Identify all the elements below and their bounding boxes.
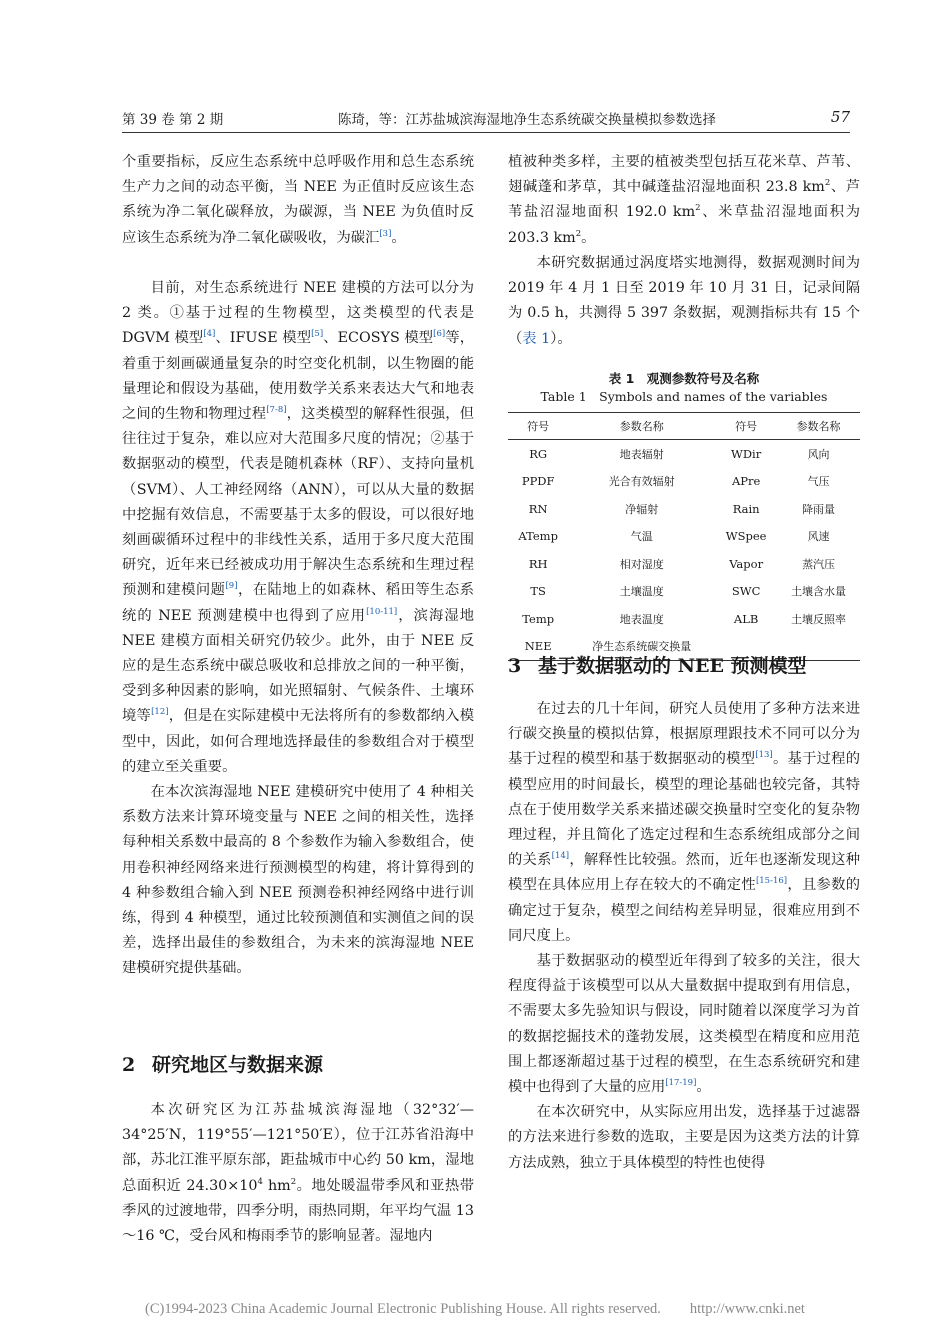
symbol-cell: WDir: [731, 446, 762, 461]
param-name-cell: 降雨量: [802, 502, 836, 516]
citation-15-16[interactable]: [15-16]: [755, 876, 788, 887]
table-row: [508, 523, 860, 551]
param-name-cell: 地表温度: [619, 612, 664, 626]
symbol-cell: RH: [528, 556, 548, 571]
symbol-cell: Rain: [732, 501, 760, 516]
symbol-cell: RN: [528, 501, 548, 516]
table-header-cell: 符号: [715, 413, 777, 440]
section-2-heading: 2 研究地区与数据来源: [122, 1054, 324, 1076]
paragraph-filter-method: 在本次研究中，从实际应用出发，选择基于过滤器的方法来进行参数的选取，主要是因为这类方法的计算方法成熟，独立于具体模型的特性也使得: [508, 1104, 860, 1171]
symbol-cell: PPDF: [521, 474, 555, 489]
param-name-cell: 风向: [807, 447, 830, 461]
paragraph-data-source: 本研究数据通过涡度塔实地测得，数据观测时间为 2019 年 4 月 1 日至 2019 年 10 月 31 日，记录间隔为 0.5 h，共测得 5 397 条数据，观测指标共有 15 个（表 1）。: [508, 255, 860, 347]
section-3-heading: 3 基于数据驱动的 NEE 预测模型: [508, 655, 807, 677]
symbol-cell: Vapor: [729, 556, 764, 571]
param-name-cell: 土壤温度: [619, 585, 664, 599]
table-row: [508, 495, 860, 523]
variables-table: [508, 412, 860, 661]
param-name-cell: 土壤反照率: [791, 612, 847, 626]
citation-7-8[interactable]: [7-8]: [266, 405, 287, 416]
param-name-cell: 气温: [630, 530, 653, 544]
param-name-cell: 蒸汽压: [802, 557, 836, 571]
param-name-cell: 土壤含水量: [791, 585, 847, 599]
symbol-cell: ALB: [733, 611, 759, 626]
symbol-cell: NEE: [508, 633, 568, 661]
right-column: [508, 150, 860, 1176]
citation-5[interactable]: [5]: [311, 329, 324, 340]
table-row: [508, 605, 860, 633]
page-number: 57: [830, 108, 850, 126]
table-row: [508, 550, 860, 578]
citation-17-19[interactable]: [17-19]: [665, 1078, 697, 1089]
citation-14[interactable]: [14]: [551, 851, 570, 862]
table-row: [508, 468, 860, 496]
table-header-row: [508, 413, 860, 440]
left-column: [122, 150, 474, 1249]
citation-3[interactable]: [3]: [379, 228, 392, 239]
citation-12[interactable]: [12]: [151, 707, 169, 718]
paragraph-study-area: 本次研究区为江苏盐城滨海湿地（32°32′—34°25′N，119°55′—121°50′E），位于江苏省沿海中部，苏北江淮平原东部，距盐城市中心约 50 km，湿地总面积近 $24.30\times 10^4$ $hm^2$。地处暖温带季风和亚热带季风的过渡地带，四季分明，雨热同期，年平均气温 13～16 ℃，受台风和梅雨季节的影响显著。湿地内: [122, 1102, 475, 1245]
table-header-cell: 符号: [508, 413, 568, 440]
param-name-cell: 净辐射: [625, 502, 659, 516]
paragraph-nee-definition: 个重要指标，反应生态系统中总呼吸作用和总生态系统生产力之间的动态平衡，当 NEE 为正值时反应该生态系统为净二氧化碳释放，为碳源，当 NEE 为负值时反应该生态系统为净二氧化碳吸收，为碳汇[3]。: [122, 154, 474, 246]
table-caption-en: Table 1 Symbols and names of the variables: [540, 389, 828, 404]
table-header-cell: 参数名称: [568, 413, 715, 440]
header-rule: [122, 132, 850, 133]
paragraph-model-types: 在过去的几十年间，研究人员使用了多种方法来进行碳交换量的模拟估算，根据原理跟技术不同可以分为基于过程的模型和基于数据驱动的模型[13]。基于过程的模型应用的时间最长，模型的理论基础也较完备，其特点在于使用数学关系来描述碳交换量时空变化的复杂物理过程，并且简化了选定过程和生态系统组成部分之间的关系[14]，解释性比较强。然而，近年也逐渐发现这种模型在具体应用上存在较大的不确定性[15-16]，且参数的确定过于复杂，模型之间结构差异明显，很难应用到不同尺度上。: [508, 701, 861, 944]
param-name-cell: 相对湿度: [619, 557, 664, 571]
citation-6[interactable]: [6]: [433, 329, 446, 340]
symbol-cell: APre: [731, 474, 761, 489]
table-1-block: [508, 370, 860, 654]
symbol-cell: ATemp: [518, 529, 558, 544]
table-header-cell: 参数名称: [777, 413, 860, 440]
paragraph-data-driven: 基于数据驱动的模型近年得到了较多的关注，很大程度得益于该模型可以从大量数据中提取到有用信息，不需要太多先验知识与假设，同时随着以深度学习为首的数据挖掘技术的蓬勃发展，这类模型在精度和应用范围上都逐渐超过基于过程的模型，在生态系统研究和建模中也得到了大量的应用[17-19]。: [508, 953, 860, 1096]
paragraph-vegetation: 植被种类多样，主要的植被类型包括互花米草、芦苇、翅碱蓬和茅草，其中碱蓬盐沼湿地面积 23.8 $km^2$、芦苇盐沼湿地面积 192.0 $km^2$、米草盐沼湿地面积为 203.3 $km^2$。: [508, 154, 861, 246]
table-caption-zh: 表 1 观测参数符号及名称: [608, 371, 760, 386]
param-name-cell: 地表辐射: [619, 447, 664, 461]
copyright-footer: (C)1994-2023 China Academic Journal Electronic Publishing House. All rights reserved. http://www.cnki.net: [145, 1301, 805, 1317]
table-row: [508, 578, 860, 606]
param-name-cell: 风速: [807, 530, 830, 544]
citation-9[interactable]: [9]: [225, 581, 238, 592]
running-header: [122, 108, 850, 130]
paragraph-study-overview: 在本次滨海湿地 NEE 建模研究中使用了 4 种相关系数方法来计算环境变量与 NEE 之间的相关性，选择每种相关系数中最高的 8 个参数作为输入参数组合，使用卷积神经网络来进行预测模型的构建，将计算得到的 4 种参数组合输入到 NEE 预测卷积神经网络中进行训练，得到 4 种模型，通过比较预测值和实测值之间的误差，选择出最佳的参数组合，为未来的滨海湿地 NEE 建模研究提供基础。: [122, 784, 474, 977]
table-row: [508, 440, 860, 468]
param-name-cell: 光合有效辐射: [608, 475, 675, 489]
running-title: 陈琦，等：江苏盐城滨海湿地净生态系统碳交换量模拟参数选择: [338, 112, 716, 128]
journal-volume-issue: 第 39 卷 第 2 期: [122, 112, 224, 128]
param-name-cell: 气压: [807, 475, 830, 489]
symbol-cell: WSpee: [725, 529, 767, 544]
symbol-cell: RG: [529, 446, 548, 461]
symbol-cell: TS: [530, 584, 546, 599]
paragraph-modeling-methods: 目前，对生态系统进行 NEE 建模的方法可以分为 2 类。①基于过程的生物模型，这类模型的代表是 DGVM 模型[4]、IFUSE 模型[5]、ECOSYS 模型[6]等，着重于刻画碳通量复杂的时空变化机制，以生物圈的能量理论和假设为基础，使用数学关系来表达大气和地表之间的生物和物理过程[7-8]，这类模型的解释性很强，但往往过于复杂，难以应对大范围多尺度的情况；②基于数据驱动的模型，代表是随机森林（RF）、支持向量机（SVM）、人工神经网络（ANN），可以从大量的数据中挖掘有效信息，不需要基于太多的假设，可以很好地刻画碳循环过程中的非线性关系，适用于多尺度大范围研究，近年来已经被成功用于解决生态系统和生理过程预测和建模问题[9]，在陆地上的如森林、稻田等生态系统的 NEE 预测建模中也得到了应用[10-11]，滨海湿地 NEE 建模方面相关研究仍较少。此外，由于 NEE 反应的是生态系统中碳总吸收和总排放之间的一种平衡，受到多种因素的影响，如光照辐射、气候条件、土壤环境等[12]，但是在实际建模中无法将所有的参数都纳入模型中，因此，如何合理地选择最佳的参数组合对于模型的建立至关重要。: [122, 280, 475, 775]
citation-10-11[interactable]: [10-11]: [366, 606, 398, 617]
param-name-cell: 净生态系统碳交换量: [568, 633, 715, 661]
table-1-link[interactable]: 表 1: [522, 330, 551, 347]
symbol-cell: Temp: [522, 611, 555, 626]
citation-13[interactable]: [13]: [755, 750, 773, 761]
symbol-cell: SWC: [731, 584, 761, 599]
citation-4[interactable]: [4]: [203, 329, 216, 340]
